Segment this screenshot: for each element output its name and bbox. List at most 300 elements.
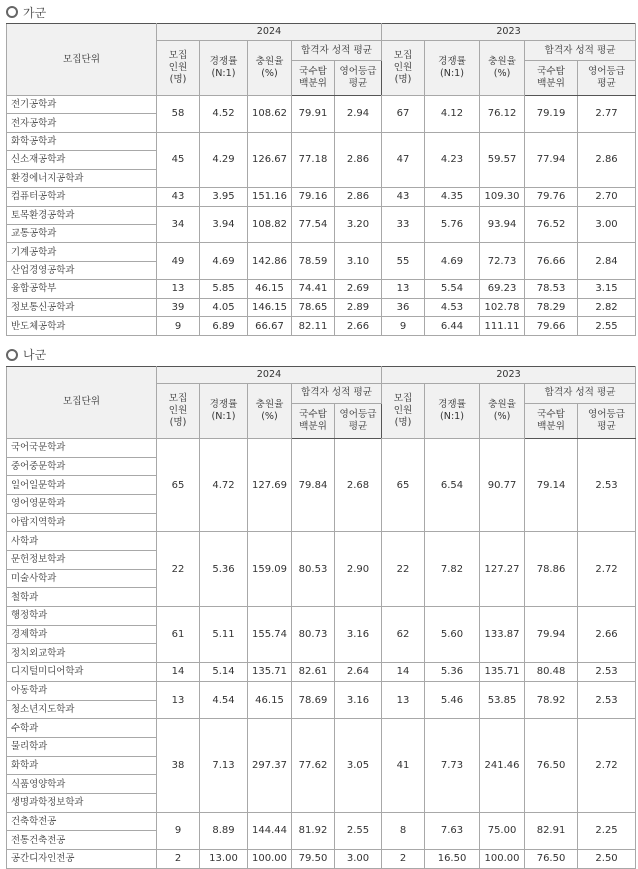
- suneung-percentile-cell: 78.29: [525, 298, 578, 317]
- recruit-count-cell: 65: [157, 438, 200, 531]
- competition-rate-cell: 5.36: [425, 663, 480, 682]
- suneung-percentile-cell: 77.94: [525, 132, 578, 187]
- recruit-count-cell: 65: [382, 438, 425, 531]
- unit-name-cell: 반도체공학과: [7, 317, 157, 336]
- unit-name-cell: 문헌정보학과: [7, 551, 157, 570]
- header-line: 인원: [168, 404, 188, 416]
- score-average-header: 합격자 성적 평균: [292, 383, 382, 403]
- fill-rate-cell: 151.16: [248, 187, 292, 206]
- score-average-header: 합격자 성적 평균: [292, 41, 382, 61]
- suneung-percentile-cell: 81.92: [292, 812, 335, 849]
- admission-table-na: [6, 366, 636, 869]
- unit-name-cell: 물리학과: [7, 737, 157, 756]
- english-grade-cell: 2.64: [335, 663, 382, 682]
- table-body: [7, 96, 636, 336]
- english-grade-cell: 2.86: [578, 132, 636, 187]
- competition-rate-cell: 4.69: [425, 243, 480, 280]
- unit-name-cell: 아동학과: [7, 681, 157, 700]
- suneung-percentile-cell: 79.91: [292, 96, 335, 133]
- unit-name-cell: 화학공학과: [7, 132, 157, 150]
- unit-name-cell: 정치외교학과: [7, 644, 157, 663]
- fill-rate-cell: 108.62: [248, 96, 292, 133]
- fill-rate-cell: 72.73: [480, 243, 525, 280]
- fill-rate-cell: 135.71: [480, 663, 525, 682]
- fill-rate-cell: 93.94: [480, 206, 525, 243]
- table-row: [7, 532, 636, 551]
- competition-rate-cell: 5.85: [200, 280, 248, 299]
- english-grade-cell: 3.15: [578, 280, 636, 299]
- unit-name-cell: 기계공학과: [7, 243, 157, 261]
- year-2024-header: 2024: [157, 366, 382, 383]
- header-line: 평균: [348, 78, 368, 89]
- english-grade-cell: 2.69: [335, 280, 382, 299]
- competition-header: [200, 41, 248, 96]
- fill-rate-header: [248, 383, 292, 438]
- competition-rate-cell: 3.95: [200, 187, 248, 206]
- score-average-header: 합격자 성적 평균: [525, 383, 636, 403]
- table-row: [7, 438, 636, 457]
- suneung-percentile-cell: 78.86: [525, 532, 578, 607]
- header-line: 평균: [348, 420, 368, 432]
- english-grade-cell: 2.55: [578, 317, 636, 336]
- table-header: [7, 24, 636, 96]
- header-line: 경쟁률: [209, 56, 238, 67]
- competition-rate-cell: 4.29: [200, 132, 248, 187]
- header-line: 영어등급: [339, 66, 377, 77]
- year-2024-header: 2024: [157, 24, 382, 41]
- recruit-count-cell: 14: [382, 663, 425, 682]
- header-line: 모집: [168, 392, 188, 404]
- unit-name-cell: 청소년지도학과: [7, 700, 157, 719]
- recruit-count-cell: 8: [382, 812, 425, 849]
- recruit-count-cell: 39: [157, 298, 200, 317]
- header-line: (명): [169, 74, 187, 85]
- english-grade-cell: 2.53: [578, 438, 636, 531]
- fill-rate-header: [248, 41, 292, 96]
- fill-rate-cell: 100.00: [480, 850, 525, 869]
- unit-name-cell: 수학과: [7, 719, 157, 738]
- english-grade-cell: 2.55: [335, 812, 382, 849]
- unit-name-cell: 산업경영공학과: [7, 261, 157, 279]
- unit-name-cell: 화학과: [7, 756, 157, 775]
- table-row: [7, 280, 636, 299]
- header-line: (%): [261, 68, 278, 79]
- header-line: (명): [394, 416, 412, 428]
- unit-name-cell: 융합공학부: [7, 280, 157, 299]
- recruit-count-cell: 34: [157, 206, 200, 243]
- fill-rate-cell: 127.69: [248, 438, 292, 531]
- english-grade-cell: 2.66: [335, 317, 382, 336]
- competition-rate-cell: 5.11: [200, 607, 248, 663]
- recruit-count-cell: 13: [157, 280, 200, 299]
- competition-rate-cell: 5.36: [200, 532, 248, 607]
- recruit-count-cell: 2: [157, 850, 200, 869]
- english-grade-cell: 2.77: [578, 96, 636, 133]
- recruit-count-cell: 13: [382, 681, 425, 718]
- header-line: 국수탐: [299, 408, 327, 420]
- competition-rate-cell: 4.54: [200, 681, 248, 718]
- fill-rate-header: [480, 383, 525, 438]
- recruit-count-cell: 36: [382, 298, 425, 317]
- header-line: 백분위: [537, 420, 565, 432]
- suneung-percentile-cell: 78.69: [292, 681, 335, 718]
- unit-name-cell: 사학과: [7, 532, 157, 551]
- competition-rate-cell: 4.52: [200, 96, 248, 133]
- english-grade-cell: 2.53: [578, 663, 636, 682]
- suneung-percentile-cell: 82.61: [292, 663, 335, 682]
- competition-rate-cell: 8.89: [200, 812, 248, 849]
- unit-name-cell: 아랍지역학과: [7, 513, 157, 532]
- suneung-percentile-cell: 78.65: [292, 298, 335, 317]
- header-line: 영어등급: [588, 408, 626, 420]
- year-2023-header: 2023: [382, 366, 636, 383]
- circle-bullet-icon: [6, 6, 18, 18]
- unit-name-cell: 경제학과: [7, 625, 157, 644]
- header-line: 국수탐: [299, 66, 327, 77]
- unit-name-cell: 전자공학과: [7, 114, 157, 132]
- english-grade-cell: 3.10: [335, 243, 382, 280]
- suneung-percentile-cell: 79.50: [292, 850, 335, 869]
- table-row: [7, 317, 636, 336]
- header-line: (%): [493, 410, 511, 422]
- competition-rate-cell: 5.54: [425, 280, 480, 299]
- suneung-percentile-cell: 78.92: [525, 681, 578, 718]
- fill-rate-cell: 159.09: [248, 532, 292, 607]
- header-line: 인원: [168, 62, 188, 73]
- english-grade-cell: 3.16: [335, 607, 382, 663]
- suneung-percentile-cell: 79.19: [525, 96, 578, 133]
- suneung-percentile-cell: 79.94: [525, 607, 578, 663]
- table-row: [7, 298, 636, 317]
- english-grade-header: [335, 403, 382, 438]
- english-grade-cell: 2.82: [578, 298, 636, 317]
- recruit-count-cell: 55: [382, 243, 425, 280]
- suneung-percentile-header: [525, 61, 578, 96]
- recruit-header: [157, 41, 200, 96]
- suneung-percentile-header: [525, 403, 578, 438]
- suneung-percentile-cell: 80.73: [292, 607, 335, 663]
- suneung-percentile-cell: 79.84: [292, 438, 335, 531]
- competition-rate-cell: 4.35: [425, 187, 480, 206]
- recruit-count-cell: 13: [157, 681, 200, 718]
- header-line: 충원율: [488, 398, 516, 410]
- suneung-percentile-cell: 76.66: [525, 243, 578, 280]
- recruit-count-cell: 38: [157, 719, 200, 812]
- header-line: 국수탐: [537, 66, 565, 77]
- fill-rate-cell: 75.00: [480, 812, 525, 849]
- fill-rate-cell: 90.77: [480, 438, 525, 531]
- header-line: 백분위: [537, 78, 565, 89]
- unit-name-cell: 행정학과: [7, 607, 157, 626]
- header-line: (N:1): [440, 410, 465, 422]
- unit-header: 모집단위: [7, 24, 157, 96]
- unit-name-cell: 공간디자인전공: [7, 850, 157, 869]
- english-grade-cell: 2.90: [335, 532, 382, 607]
- table-row: [7, 850, 636, 869]
- competition-rate-cell: 7.63: [425, 812, 480, 849]
- competition-header: [425, 41, 480, 96]
- table-row: [7, 719, 636, 738]
- recruit-header: [382, 41, 425, 96]
- fill-rate-cell: 127.27: [480, 532, 525, 607]
- fill-rate-cell: 111.11: [480, 317, 525, 336]
- table-row: [7, 187, 636, 206]
- suneung-percentile-cell: 79.66: [525, 317, 578, 336]
- suneung-percentile-header: [292, 61, 335, 96]
- header-line: 인원: [393, 62, 413, 73]
- fill-rate-cell: 102.78: [480, 298, 525, 317]
- english-grade-cell: 2.68: [335, 438, 382, 531]
- recruit-count-cell: 45: [157, 132, 200, 187]
- fill-rate-cell: 126.67: [248, 132, 292, 187]
- suneung-percentile-cell: 80.53: [292, 532, 335, 607]
- english-grade-cell: 3.20: [335, 206, 382, 243]
- english-grade-header: [578, 61, 636, 96]
- unit-name-cell: 디지털미디어학과: [7, 663, 157, 682]
- table-row: [7, 206, 636, 224]
- fill-rate-cell: 135.71: [248, 663, 292, 682]
- fill-rate-cell: 241.46: [480, 719, 525, 812]
- english-grade-cell: 2.84: [578, 243, 636, 280]
- suneung-percentile-cell: 82.11: [292, 317, 335, 336]
- fill-rate-cell: 142.86: [248, 243, 292, 280]
- table-row: [7, 96, 636, 114]
- english-grade-cell: 3.00: [578, 206, 636, 243]
- fill-rate-cell: 100.00: [248, 850, 292, 869]
- header-line: (N:1): [440, 68, 465, 79]
- competition-rate-cell: 3.94: [200, 206, 248, 243]
- section-title-na: [6, 344, 638, 366]
- suneung-percentile-cell: 78.53: [525, 280, 578, 299]
- unit-name-cell: 국어국문학과: [7, 438, 157, 457]
- suneung-percentile-cell: 78.59: [292, 243, 335, 280]
- fill-rate-cell: 66.67: [248, 317, 292, 336]
- header-line: 모집: [393, 392, 413, 404]
- header-line: 모집: [393, 50, 413, 61]
- fill-rate-cell: 133.87: [480, 607, 525, 663]
- unit-name-cell: 교통공학과: [7, 224, 157, 242]
- english-grade-cell: 2.70: [578, 187, 636, 206]
- unit-name-cell: 환경에너지공학과: [7, 169, 157, 187]
- fill-rate-cell: 297.37: [248, 719, 292, 812]
- header-line: (N:1): [211, 68, 236, 79]
- table-row: [7, 812, 636, 831]
- fill-rate-cell: 146.15: [248, 298, 292, 317]
- unit-name-cell: 식품영양학과: [7, 775, 157, 794]
- header-line: 경쟁률: [438, 56, 466, 67]
- competition-rate-cell: 6.89: [200, 317, 248, 336]
- suneung-percentile-cell: 76.52: [525, 206, 578, 243]
- header-line: (명): [394, 74, 412, 85]
- header-line: 영어등급: [588, 66, 626, 77]
- suneung-percentile-cell: 77.62: [292, 719, 335, 812]
- unit-name-cell: 미술사학과: [7, 569, 157, 588]
- header-line: 충원율: [255, 398, 284, 410]
- english-grade-cell: 2.72: [578, 532, 636, 607]
- competition-rate-cell: 13.00: [200, 850, 248, 869]
- header-line: 인원: [393, 404, 413, 416]
- competition-rate-cell: 7.73: [425, 719, 480, 812]
- english-grade-cell: 3.05: [335, 719, 382, 812]
- english-grade-cell: 2.66: [578, 607, 636, 663]
- unit-name-cell: 컴퓨터공학과: [7, 187, 157, 206]
- header-row: [7, 24, 636, 41]
- unit-name-cell: 일어일문학과: [7, 476, 157, 495]
- unit-name-cell: 전통건축전공: [7, 831, 157, 850]
- fill-rate-cell: 144.44: [248, 812, 292, 849]
- header-line: 경쟁률: [209, 398, 238, 410]
- english-grade-cell: 2.53: [578, 681, 636, 718]
- section-title-text: 나군: [23, 348, 47, 363]
- english-grade-cell: 2.89: [335, 298, 382, 317]
- competition-rate-cell: 4.05: [200, 298, 248, 317]
- unit-name-cell: 정보통신공학과: [7, 298, 157, 317]
- score-average-header: 합격자 성적 평균: [525, 41, 636, 61]
- competition-rate-cell: 4.23: [425, 132, 480, 187]
- recruit-count-cell: 61: [157, 607, 200, 663]
- header-line: 국수탐: [537, 408, 565, 420]
- recruit-count-cell: 14: [157, 663, 200, 682]
- unit-name-cell: 생명과학정보학과: [7, 793, 157, 812]
- recruit-header: [382, 383, 425, 438]
- recruit-count-cell: 58: [157, 96, 200, 133]
- table-row: [7, 681, 636, 700]
- recruit-count-cell: 62: [382, 607, 425, 663]
- section-title-text: 가군: [23, 5, 47, 20]
- header-line: (N:1): [211, 410, 236, 422]
- recruit-count-cell: 33: [382, 206, 425, 243]
- header-row: [7, 366, 636, 383]
- header-line: 충원율: [255, 56, 284, 67]
- competition-rate-cell: 5.60: [425, 607, 480, 663]
- fill-rate-cell: 53.85: [480, 681, 525, 718]
- competition-header: [200, 383, 248, 438]
- recruit-count-cell: 41: [382, 719, 425, 812]
- competition-rate-cell: 4.53: [425, 298, 480, 317]
- suneung-percentile-cell: 79.16: [292, 187, 335, 206]
- recruit-count-cell: 43: [382, 187, 425, 206]
- year-2023-header: 2023: [382, 24, 636, 41]
- section-title-ga: [6, 1, 638, 23]
- header-line: (명): [169, 416, 187, 428]
- fill-rate-cell: 46.15: [248, 681, 292, 718]
- suneung-percentile-cell: 79.14: [525, 438, 578, 531]
- table-row: [7, 663, 636, 682]
- recruit-header: [157, 383, 200, 438]
- unit-name-cell: 건축학전공: [7, 812, 157, 831]
- unit-name-cell: 토목환경공학과: [7, 206, 157, 224]
- unit-name-cell: 중어중문학과: [7, 457, 157, 476]
- unit-name-cell: 영어영문학과: [7, 494, 157, 513]
- suneung-percentile-cell: 82.91: [525, 812, 578, 849]
- header-line: 평균: [597, 420, 616, 432]
- fill-rate-cell: 108.82: [248, 206, 292, 243]
- suneung-percentile-cell: 79.76: [525, 187, 578, 206]
- header-line: 백분위: [299, 420, 327, 432]
- unit-name-cell: 철학과: [7, 588, 157, 607]
- competition-rate-cell: 5.76: [425, 206, 480, 243]
- header-line: 모집: [168, 50, 188, 61]
- recruit-count-cell: 9: [382, 317, 425, 336]
- unit-header: 모집단위: [7, 366, 157, 438]
- suneung-percentile-cell: 76.50: [525, 850, 578, 869]
- competition-rate-cell: 4.12: [425, 96, 480, 133]
- unit-name-cell: 전기공학과: [7, 96, 157, 114]
- suneung-percentile-cell: 76.50: [525, 719, 578, 812]
- table-row: [7, 607, 636, 626]
- recruit-count-cell: 67: [382, 96, 425, 133]
- competition-rate-cell: 5.14: [200, 663, 248, 682]
- fill-rate-header: [480, 41, 525, 96]
- fill-rate-cell: 46.15: [248, 280, 292, 299]
- recruit-count-cell: 43: [157, 187, 200, 206]
- english-grade-cell: 2.94: [335, 96, 382, 133]
- fill-rate-cell: 69.23: [480, 280, 525, 299]
- header-line: 백분위: [299, 78, 327, 89]
- english-grade-cell: 3.00: [335, 850, 382, 869]
- competition-rate-cell: 4.72: [200, 438, 248, 531]
- english-grade-cell: 2.72: [578, 719, 636, 812]
- header-line: 평균: [597, 78, 616, 89]
- competition-header: [425, 383, 480, 438]
- table-row: [7, 132, 636, 150]
- competition-rate-cell: 7.13: [200, 719, 248, 812]
- recruit-count-cell: 47: [382, 132, 425, 187]
- recruit-count-cell: 22: [157, 532, 200, 607]
- recruit-count-cell: 9: [157, 317, 200, 336]
- fill-rate-cell: 59.57: [480, 132, 525, 187]
- english-grade-header: [578, 403, 636, 438]
- competition-rate-cell: 5.46: [425, 681, 480, 718]
- recruit-count-cell: 49: [157, 243, 200, 280]
- fill-rate-cell: 155.74: [248, 607, 292, 663]
- fill-rate-cell: 109.30: [480, 187, 525, 206]
- recruit-count-cell: 22: [382, 532, 425, 607]
- circle-bullet-icon: [6, 349, 18, 361]
- english-grade-cell: 2.50: [578, 850, 636, 869]
- recruit-count-cell: 9: [157, 812, 200, 849]
- header-line: 영어등급: [339, 408, 377, 420]
- suneung-percentile-cell: 80.48: [525, 663, 578, 682]
- fill-rate-cell: 76.12: [480, 96, 525, 133]
- competition-rate-cell: 16.50: [425, 850, 480, 869]
- suneung-percentile-header: [292, 403, 335, 438]
- header-line: (%): [493, 68, 511, 79]
- competition-rate-cell: 6.54: [425, 438, 480, 531]
- english-grade-cell: 3.16: [335, 681, 382, 718]
- english-grade-cell: 2.86: [335, 132, 382, 187]
- table-header: [7, 366, 636, 438]
- admission-table-ga: [6, 23, 636, 336]
- english-grade-header: [335, 61, 382, 96]
- competition-rate-cell: 4.69: [200, 243, 248, 280]
- competition-rate-cell: 6.44: [425, 317, 480, 336]
- recruit-count-cell: 2: [382, 850, 425, 869]
- header-line: 경쟁률: [438, 398, 466, 410]
- header-line: 충원율: [488, 56, 516, 67]
- header-line: (%): [261, 410, 278, 422]
- table-body: [7, 438, 636, 868]
- suneung-percentile-cell: 77.54: [292, 206, 335, 243]
- recruit-count-cell: 13: [382, 280, 425, 299]
- competition-rate-cell: 7.82: [425, 532, 480, 607]
- suneung-percentile-cell: 74.41: [292, 280, 335, 299]
- unit-name-cell: 신소재공학과: [7, 151, 157, 169]
- english-grade-cell: 2.86: [335, 187, 382, 206]
- english-grade-cell: 2.25: [578, 812, 636, 849]
- table-row: [7, 243, 636, 261]
- suneung-percentile-cell: 77.18: [292, 132, 335, 187]
